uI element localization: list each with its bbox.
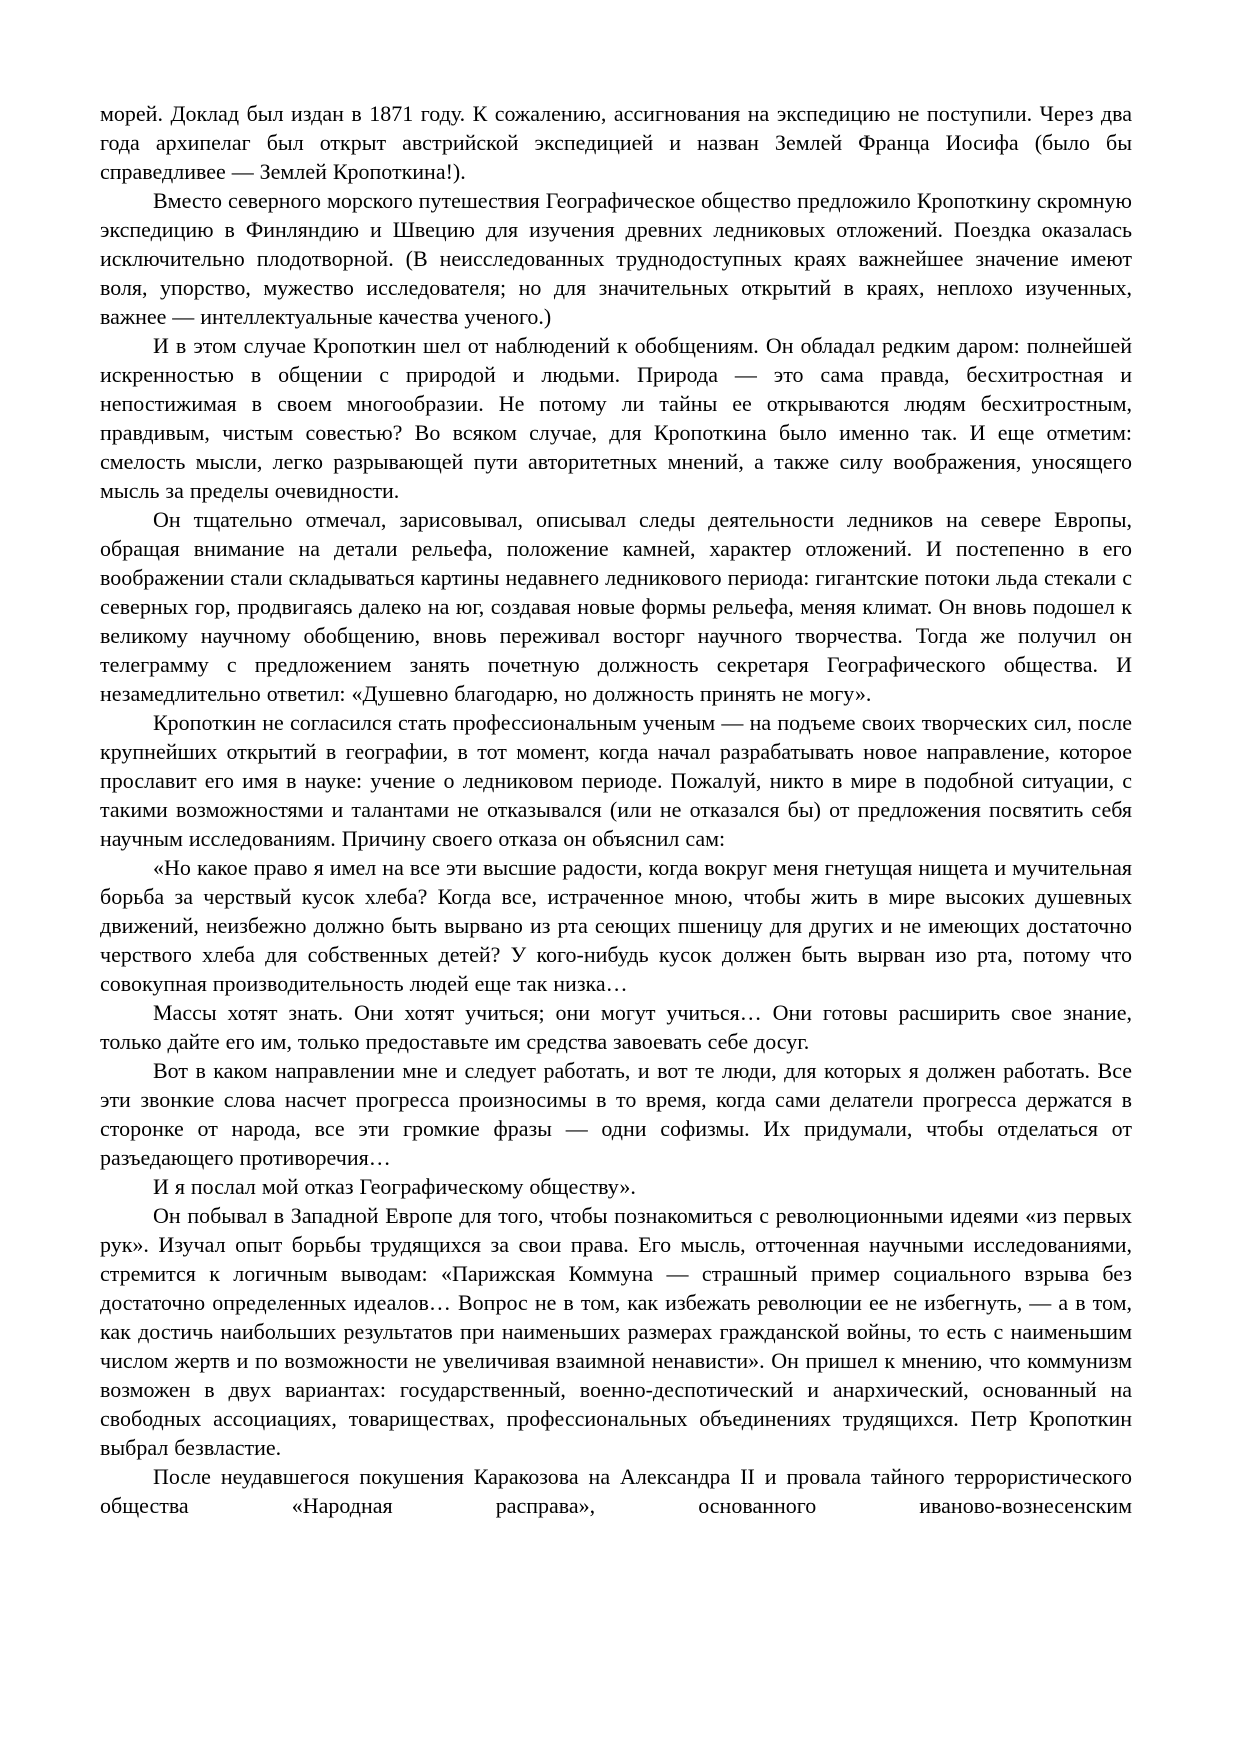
paragraph: «Но какое право я имел на все эти высшие радости, когда вокруг меня гнетущая нищета и мучительная борьба за черствый кусок хлеба? Когда все, истраченное мною, чтобы жить в мире высоких душевных движений, неизбежно должно быть вырвано из рта сеющих пшеницу для других и не имеющих достаточно черствого хлеба для собственных детей? У кого-нибудь кусок должен быть вырван изо рта, потому что совокупная производительность людей еще так низка… bbox=[100, 855, 1132, 996]
paragraph: Вот в каком направлении мне и следует работать, и вот те люди, для которых я должен работать. Все эти звонкие слова насчет прогресса произносимы в то время, когда сами делатели прогресса держатся в сторонке от народа, все эти громкие фразы — одни софизмы. Их придумали, чтобы отделаться от разъедающего противоречия… bbox=[100, 1058, 1132, 1170]
paragraph: Кропоткин не согласился стать профессиональным ученым — на подъеме своих творческих сил, после крупнейших открытий в географии, в тот момент, когда начал разрабатывать новое направление, которое прославит его имя в науке: учение о ледниковом периоде. Пожалуй, никто в мире в подобной ситуации, с такими возможностями и талантами не отказывался (или не отказался бы) от предложения посвятить себя научным исследованиям. Причину своего отказа он объяснил сам: bbox=[100, 710, 1132, 851]
paragraph: морей. Доклад был издан в 1871 году. К сожалению, ассигнования на экспедицию не поступили. Через два года архипелаг был открыт австрийской экспедицией и назван Землей Франца Иосифа (было бы справедливее — Землей Кропоткина!). bbox=[100, 101, 1132, 184]
paragraph: После неудавшегося покушения Каракозова на Александра II и провала тайного террористического общества «Народная расправа», основанного иваново-вознесенским bbox=[100, 1464, 1132, 1518]
paragraph: И я послал мой отказ Географическому обществу». bbox=[153, 1174, 636, 1199]
paragraph: И в этом случае Кропоткин шел от наблюдений к обобщениям. Он обладал редким даром: полнейшей искренностью в общении с природой и людьми. Природа — это сама правда, бесхитростная и непостижимая в своем многообразии. Не потому ли тайны ее открываются людям бесхитростным, правдивым, чистым совестью? Во всяком случае, для Кропоткина было именно так. И еще отметим: смелость мысли, легко разрывающей пути авторитетных мнений, а также силу воображения, уносящего мысль за пределы очевидности. bbox=[100, 333, 1132, 503]
paragraph: Он побывал в Западной Европе для того, чтобы познакомиться с революционными идеями «из первых рук». Изучал опыт борьбы трудящихся за свои права. Его мысль, отточенная научными исследованиями, стремится к логичным выводам: «Парижская Коммуна — страшный пример социального взрыва без достаточно определенных идеалов… Вопрос не в том, как избежать революции ее не избегнуть, — а в том, как достичь наибольших результатов при наименьших размерах гражданской войны, то есть с наименьшим числом жертв и по возможности не увеличивая взаимной ненависти». Он пришел к мнению, что коммунизм возможен в двух вариантах: государственный, военно-деспотический и анархический, основанный на свободных ассоциациях, товариществах, профессиональных объединениях трудящихся. Петр Кропоткин выбрал безвластие. bbox=[100, 1203, 1132, 1460]
paragraph: Он тщательно отмечал, зарисовывал, описывал следы деятельности ледников на севере Европы, обращая внимание на детали рельефа, положение камней, характер отложений. И постепенно в его воображении стали складываться картины недавнего ледникового периода: гигантские потоки льда стекали с северных гор, продвигаясь далеко на юг, создавая новые формы рельефа, меняя климат. Он вновь подошел к великому научному обобщению, вновь переживал восторг научного творчества. Тогда же получил он телеграмму с предложением занять почетную должность секретаря Географического общества. И незамедлительно ответил: «Душевно благодарю, но должность принять не могу». bbox=[100, 507, 1132, 706]
paragraph: Массы хотят знать. Они хотят учиться; они могут учиться… Они готовы расширить свое знание, только дайте его им, только предоставьте им средства завоевать себе досуг. bbox=[100, 1000, 1132, 1054]
body-text bbox=[100, 99, 1132, 1520]
paragraph: Вместо северного морского путешествия Географическое общество предложило Кропоткину скромную экспедицию в Финляндию и Швецию для изучения древних ледниковых отложений. Поездка оказалась исключительно плодотворной. (В неисследованных труднодоступных краях важнейшее значение имеют воля, упорство, мужество исследователя; но для значительных открытий в краях, неплохо изученных, важнее — интеллектуальные качества ученого.) bbox=[100, 188, 1132, 329]
